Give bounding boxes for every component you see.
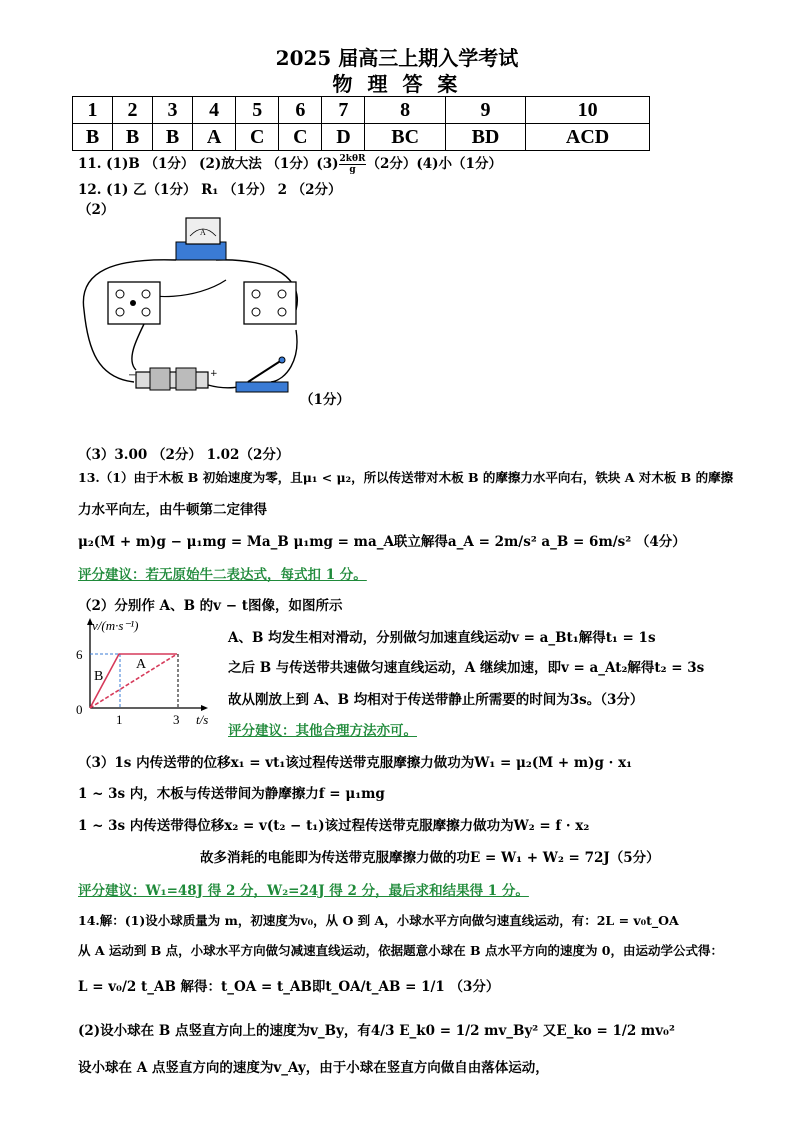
- answer-table-answers: [73, 124, 650, 151]
- wire: [271, 330, 297, 382]
- q11-line: [78, 152, 502, 175]
- fraction-numerator: 2kθR: [339, 154, 366, 164]
- circuit-diagram: [76, 210, 316, 405]
- y-axis-label: v/(m·s⁻¹): [92, 618, 139, 633]
- switch: [236, 357, 288, 392]
- table-cell: D: [322, 124, 365, 151]
- table-cell: 9: [445, 97, 525, 124]
- table-cell: 4: [193, 97, 236, 124]
- q12-line-2: （2）: [78, 202, 115, 218]
- series-label-A: A: [136, 657, 147, 672]
- q13-line-5: （3）1s 内传送带的位移x₁ = vt₁该过程传送带克服摩擦力做功为W₁ = μ₂(M + m)g · x₁: [78, 755, 633, 771]
- svg-text:+: +: [210, 369, 218, 379]
- table-cell: C: [279, 124, 322, 151]
- q13-line-8: 故多消耗的电能即为传送带克服摩擦力做的功E = W₁ + W₂ = 72J（5分）: [200, 850, 660, 866]
- q11-text-2: （2分）(4)小（1分）: [366, 156, 502, 172]
- q12-line-3: （3）3.00 （2分） 1.02（2分）: [78, 447, 290, 463]
- table-cell: 8: [365, 97, 445, 124]
- x-tick-3: 3: [173, 712, 180, 727]
- q13-right-2: 之后 B 与传送带共速做匀速直线运动，A 继续加速，即v = a_At₂解得t₂ = 3s: [228, 660, 705, 676]
- q13-line-1: 13.（1）由于木板 B 初始速度为零，且μ₁ < μ₂，所以传送带对木板 B 的摩擦力水平向右，铁块 A 对木板 B 的摩擦: [78, 470, 734, 485]
- series-label-B: B: [94, 669, 104, 684]
- table-cell: A: [193, 124, 236, 151]
- origin-label: 0: [76, 702, 83, 717]
- table-cell: 5: [236, 97, 279, 124]
- table-cell: 3: [153, 97, 193, 124]
- q13-line-7: 1 ~ 3s 内传送带得位移x₂ = v(t₂ − t₁)该过程传送带克服摩擦力做功为W₂ = f · x₂: [78, 818, 590, 834]
- table-cell: B: [153, 124, 193, 151]
- q13-note-2: 评分建议：其他合理方法亦可。: [228, 723, 417, 739]
- q13-right-3: 故从刚放上到 A、B 均相对于传送带静止所需要的时间为3s。（3分）: [228, 692, 644, 708]
- table-cell: 6: [279, 97, 322, 124]
- q14-line-1: 14.解：(1)设小球质量为 m，初速度为v₀，从 O 到 A，小球水平方向做匀速直线运动，有：2L = v₀t_OA: [78, 913, 679, 928]
- resistance-box-left: [108, 282, 160, 324]
- page-title: 2025 届高三上期入学考试: [275, 46, 519, 70]
- ammeter: [176, 218, 226, 260]
- q13-note-3: 评分建议：W₁=48J 得 2 分，W₂=24J 得 2 分，最后求和结果得 1 分。: [78, 883, 529, 899]
- x-tick-1: 1: [116, 712, 123, 727]
- table-cell: B: [73, 124, 113, 151]
- resistance-box-right: [244, 282, 296, 324]
- table-cell: 7: [322, 97, 365, 124]
- table-cell: B: [113, 124, 153, 151]
- answer-table-numbers: [73, 97, 650, 124]
- fraction-denominator: g: [349, 165, 356, 175]
- q11-text-1: 11. (1)B （1分） (2)放大法 （1分）(3): [78, 156, 339, 172]
- svg-text:−: −: [128, 370, 137, 381]
- q13-note-1: 评分建议：若无原始牛二表达式，每式扣 1 分。: [78, 567, 367, 583]
- q14-line-2: 从 A 运动到 B 点，小球水平方向做匀减速直线运动，依据题意小球在 B 点水平方向的速度为 0，由运动学公式得：: [78, 943, 723, 958]
- answer-table: [72, 96, 650, 151]
- battery: [128, 368, 218, 390]
- table-cell: 2: [113, 97, 153, 124]
- q12-circuit-score: （1分）: [300, 392, 350, 408]
- y-tick-6: 6: [76, 647, 83, 662]
- table-cell: BC: [365, 124, 445, 151]
- vt-graph: [72, 616, 222, 730]
- q13-line-3: μ₂(M + m)g − μ₁mg = Ma_B μ₁mg = ma_A联立解得a_A = 2m/s² a_B = 6m/s² （4分）: [78, 534, 686, 550]
- q13-line-2: 力水平向左，由牛顿第二定律得: [78, 502, 267, 518]
- table-cell: C: [236, 124, 279, 151]
- q13-right-1: A、B 均发生相对滑动，分别做匀加速直线运动v = a_Bt₁解得t₁ = 1s: [228, 630, 656, 646]
- table-cell: BD: [445, 124, 525, 151]
- q14-line-3: L = v₀/2 t_AB 解得：t_OA = t_AB即t_OA/t_AB = 1/1 （3分）: [78, 979, 500, 995]
- table-cell: 1: [73, 97, 113, 124]
- q12-line-1: 12. (1) 乙（1分） R₁ （1分） 2 （2分）: [78, 182, 342, 198]
- x-axis-arrow: [201, 705, 208, 711]
- wire: [132, 320, 146, 370]
- q11-fraction: [339, 154, 367, 175]
- x-axis-label: t/s: [196, 712, 209, 727]
- q14-line-5: 设小球在 A 点竖直方向的速度为v_Ay，由于小球在竖直方向做自由落体运动，: [78, 1060, 549, 1076]
- table-cell: ACD: [526, 124, 650, 151]
- q13-line-4: （2）分别作 A、B 的v − t图像，如图所示: [78, 598, 343, 614]
- q14-line-4: (2)设小球在 B 点竖直方向上的速度为v_By，有4/3 E_k0 = 1/2 mv_By² 又E_ko = 1/2 mv₀²: [78, 1023, 675, 1039]
- q13-line-6: 1 ~ 3s 内，木板与传送带间为静摩擦力f = μ₁mg: [78, 786, 385, 802]
- table-cell: 10: [526, 97, 650, 124]
- ammeter-label: A: [200, 228, 206, 237]
- page-subtitle: 物 理 答 案: [332, 72, 462, 96]
